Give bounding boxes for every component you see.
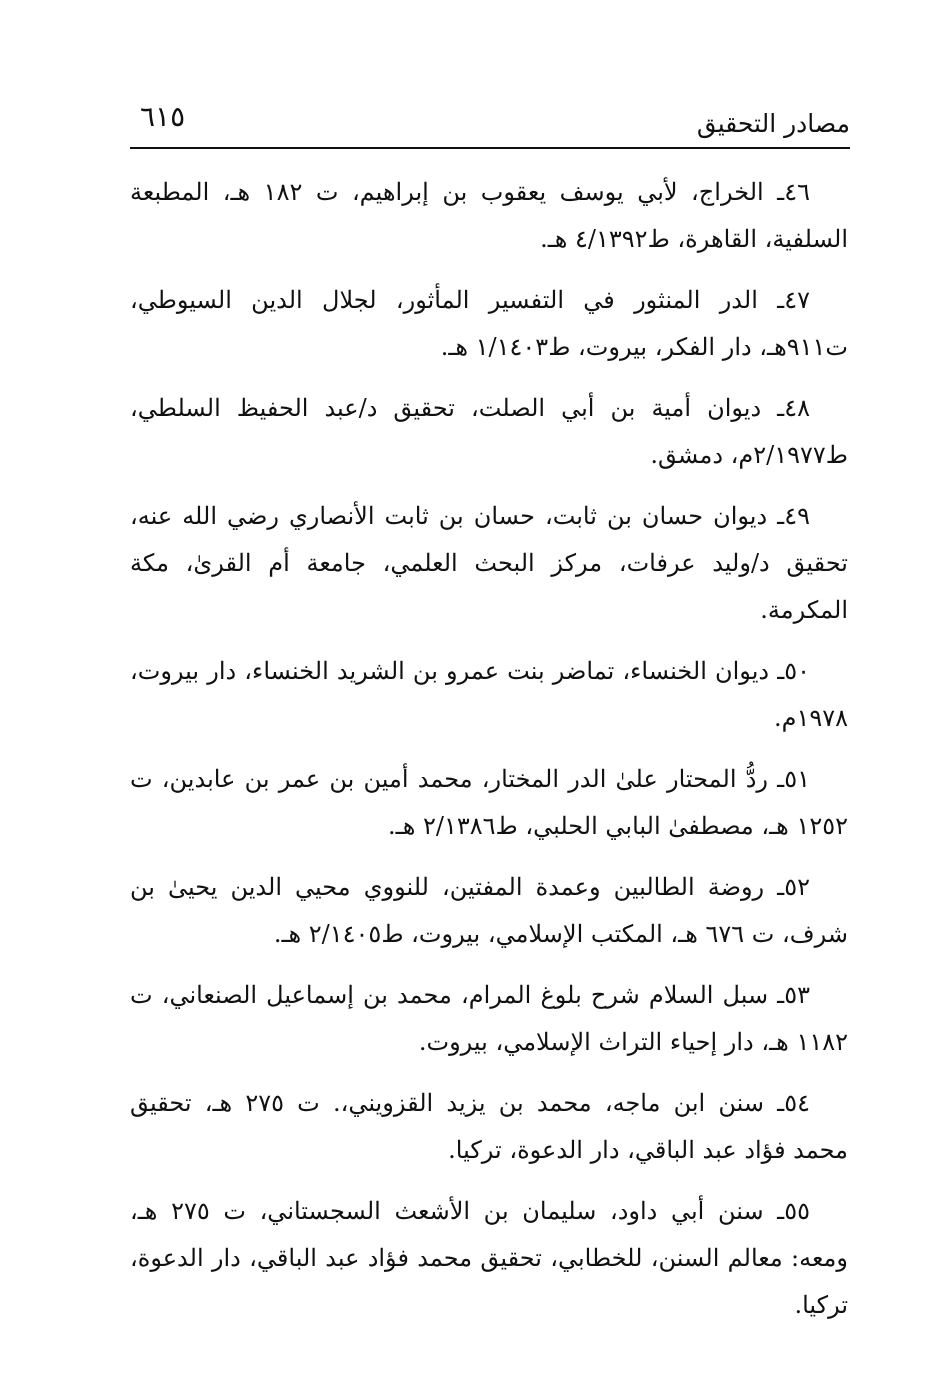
reference-entry-51: ٥١ـ ردُّ المحتار علىٰ الدر المختار، محمد أمين بن عمر بن عابدين، ت ١٢٥٢ هـ، مصطفىٰ البابي الحلبي، ط٢/١٣٨٦ هـ. xyxy=(130,765,848,840)
reference-entry-50: ٥٠ـ ديوان الخنساء، تماضر بنت عمرو بن الشريد الخنساء، دار بيروت، ١٩٧٨م. xyxy=(130,657,848,732)
reference-entry-47: ٤٧ـ الدر المنثور في التفسير المأثور، لجلال الدين السيوطي، ت٩١١هـ، دار الفكر، بيروت، ط١/١٤٠٣ هـ. xyxy=(130,286,848,361)
page-header xyxy=(130,95,850,149)
reference-entry-49: ٤٩ـ ديوان حسان بن ثابت، حسان بن ثابت الأنصاري رضي الله عنه، تحقيق د/وليد عرفات، مركز البحث العلمي، جامعة أم القرىٰ، مكة المكرمة. xyxy=(130,502,848,624)
reference-entry-54: ٥٤ـ سنن ابن ماجه، محمد بن يزيد القزويني،. ت ٢٧٥ هـ، تحقيق محمد فؤاد عبد الباقي، دار الدعوة، تركيا. xyxy=(130,1089,848,1164)
reference-entry-52: ٥٢ـ روضة الطالبين وعمدة المفتين، للنووي محيي الدين يحيىٰ بن شرف، ت ٦٧٦ هـ، المكتب الإسلامي، بيروت، ط٢/١٤٠٥ هـ. xyxy=(130,873,848,948)
reference-entry-55: ٥٥ـ سنن أبي داود، سليمان بن الأشعث السجستاني، ت ٢٧٥ هـ، ومعه: معالم السنن، للخطابي، تحقيق محمد فؤاد عبد الباقي، دار الدعوة، تركيا. xyxy=(130,1197,848,1319)
references-list xyxy=(130,169,850,1335)
page-number: ٦١٥ xyxy=(140,100,186,133)
reference-entry-53: ٥٣ـ سبل السلام شرح بلوغ المرام، محمد بن إسماعيل الصنعاني، ت ١١٨٢ هـ، دار إحياء التراث الإسلامي، بيروت. xyxy=(130,981,848,1056)
reference-entry-48: ٤٨ـ ديوان أمية بن أبي الصلت، تحقيق د/عبد الحفيظ السلطي، ط٢/١٩٧٧م، دمشق. xyxy=(130,394,848,469)
document-page xyxy=(130,95,850,1335)
running-title: مصادر التحقيق xyxy=(696,109,850,138)
reference-entry-46: ٤٦ـ الخراج، لأبي يوسف يعقوب بن إبراهيم، ت ١٨٢ هـ، المطبعة السلفية، القاهرة، ط٤/١٣٩٢ هـ. xyxy=(130,178,848,253)
